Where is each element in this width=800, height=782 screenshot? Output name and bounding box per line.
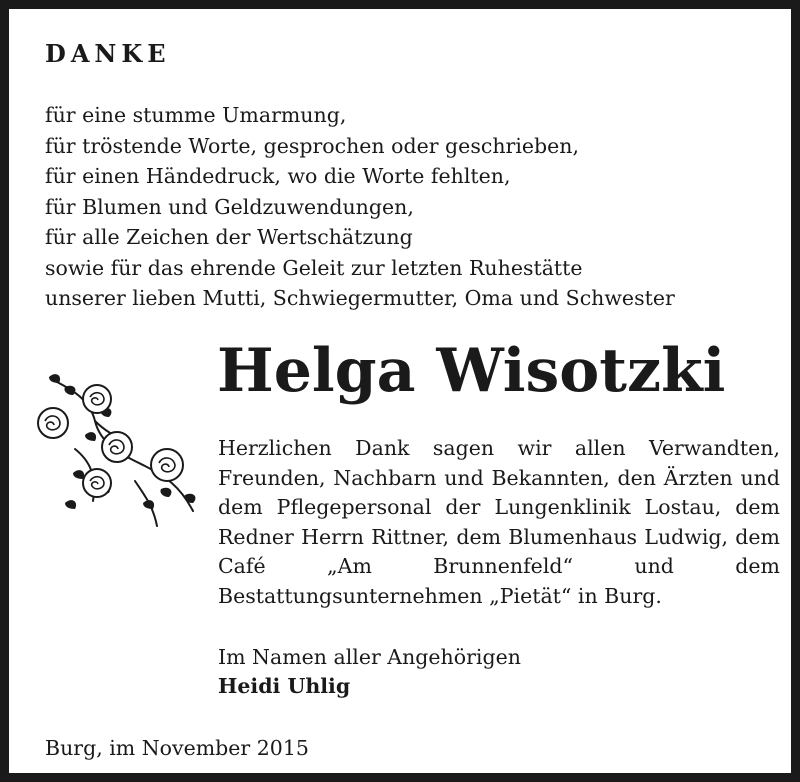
intro-line: für eine stumme Umarmung, (45, 103, 347, 127)
notice-heading: DANKE (45, 39, 171, 68)
intro-line: für tröstende Worte, gesprochen oder geschrieben, (45, 133, 579, 158)
intro-line: für Blumen und Geldzuwendungen, (45, 194, 414, 219)
intro-line: für alle Zeichen der Wertschätzung (45, 225, 413, 249)
place-and-date: Burg, im November 2015 (45, 736, 309, 760)
intro-line: unserer lieben Mutti, Schwiegermutter, Oma und Schwester (45, 286, 675, 310)
rose-branch-icon (35, 361, 207, 533)
intro-text (45, 100, 785, 314)
signer-name: Heidi Uhlig (218, 674, 351, 698)
intro-line: für einen Händedruck, wo die Worte fehlten, (45, 164, 511, 188)
deceased-name: Helga Wisotzki (217, 336, 726, 406)
intro-line: sowie für das ehrende Geleit zur letzten Ruhestätte (45, 255, 583, 280)
closing-line: Im Namen aller Angehörigen (218, 645, 521, 669)
thanks-paragraph: Herzlichen Dank sagen wir allen Verwandten, Freunden, Nachbarn und Bekannten, den Ärzten und dem Pflegepersonal der Lungenklinik Lostau, dem Redner Herrn Rittner, dem Blumenhaus Ludwig, dem Café „Am Brunnenfeld“ und dem Bestattungsunternehmen „Pietät“ in Burg. (218, 436, 780, 608)
